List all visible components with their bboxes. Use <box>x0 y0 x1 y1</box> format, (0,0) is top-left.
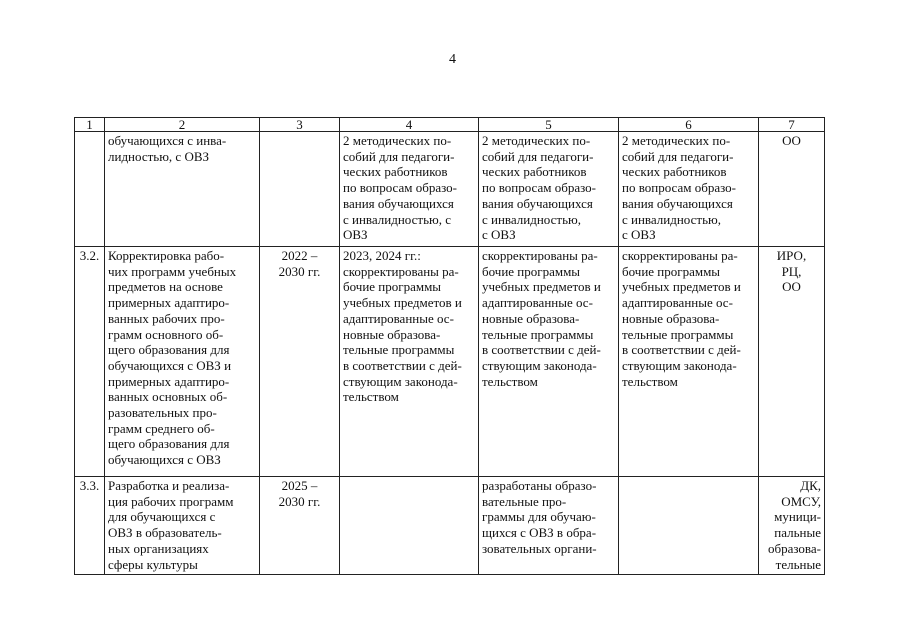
cell-line: тельные программы <box>482 326 594 342</box>
header-cell-4: 4 <box>340 118 479 132</box>
row-number: 3.2. <box>75 247 105 477</box>
cell-line: обучающихся с инва- <box>108 133 227 148</box>
cell-line: разработаны образо- <box>482 478 597 493</box>
cell-line: с инвалидностью, <box>482 211 581 227</box>
cell-line: тельством <box>482 373 538 389</box>
cell-line: ОО <box>782 279 801 295</box>
cell-line: чих программ учебных <box>108 263 237 279</box>
cell-line: по вопросам образо- <box>343 180 457 196</box>
cell-line: скорректированы ра- <box>622 248 738 263</box>
cell-line: щего образования для <box>108 436 230 452</box>
cell-line: 2 методических по- <box>622 133 731 148</box>
page-number: 4 <box>449 52 456 67</box>
cell-line: ИРО, <box>776 248 807 263</box>
cell-line: учебных предметов и <box>343 295 462 311</box>
result-2023-2024-cell <box>340 132 479 247</box>
header-cell-6: 6 <box>619 118 759 132</box>
measure-cell <box>105 477 260 575</box>
cell-line: тельные программы <box>343 342 455 358</box>
cell-line: ванных рабочих про- <box>108 310 225 326</box>
cell-line: ОО <box>782 133 801 148</box>
cell-line: ОВЗ <box>343 227 368 243</box>
measure-cell <box>105 247 260 477</box>
result-2025-cell <box>479 477 619 575</box>
cell-line: вания обучающихся <box>482 195 593 211</box>
cell-line: собий для педагоги- <box>482 148 594 164</box>
cell-line: с инвалидностью, <box>622 211 721 227</box>
cell-line: граммы для обучаю- <box>482 509 596 525</box>
result-2026-2030-cell <box>619 247 759 477</box>
measure-cell <box>105 132 260 247</box>
cell-line: в соответствии с дей- <box>343 357 462 373</box>
cell-line: предметов на основе <box>108 279 223 295</box>
cell-line: ческих работников <box>622 164 727 180</box>
cell-line: сферы культуры <box>108 556 198 572</box>
cell-line: разовательных про- <box>108 405 217 421</box>
cell-line: в соответствии с дей- <box>482 342 601 358</box>
period-cell <box>260 247 340 477</box>
cell-line: новные образова- <box>343 326 441 342</box>
cell-line: 2025 – <box>281 478 318 493</box>
cell-line: новные образова- <box>622 310 720 326</box>
cell-line: ческих работников <box>343 164 448 180</box>
cell-line: ция рабочих программ <box>108 493 234 509</box>
cell-line: бочие программы <box>622 263 721 279</box>
responsible-cell <box>759 132 825 247</box>
cell-line: тельством <box>622 373 678 389</box>
cell-line: щихся с ОВЗ в обра- <box>482 525 597 541</box>
cell-line: собий для педагоги- <box>622 148 734 164</box>
result-2025-cell <box>479 132 619 247</box>
responsible-cell <box>759 477 825 575</box>
cell-line: собий для педагоги- <box>343 148 455 164</box>
cell-line: 2 методических по- <box>482 133 591 148</box>
cell-line: тельные <box>775 556 821 572</box>
cell-line: вательные про- <box>482 493 567 509</box>
cell-line: вания обучающихся <box>343 195 454 211</box>
table-row <box>75 477 825 575</box>
cell-line: пальные <box>774 525 821 541</box>
cell-line: бочие программы <box>482 263 581 279</box>
cell-line: примерных адаптиро- <box>108 295 230 311</box>
cell-line: ОВЗ в образователь- <box>108 525 222 541</box>
cell-line: вания обучающихся <box>622 195 733 211</box>
table-row <box>75 132 825 247</box>
cell-line: тельные программы <box>622 326 734 342</box>
cell-line: ствующим законода- <box>622 357 737 373</box>
cell-line: щего образования для <box>108 342 230 358</box>
cell-line: муници- <box>774 509 821 525</box>
cell-line: новные образова- <box>482 310 580 326</box>
cell-line: по вопросам образо- <box>482 180 596 196</box>
cell-line: ОМСУ, <box>781 493 821 509</box>
cell-line: РЦ, <box>781 263 802 279</box>
cell-line: ДК, <box>800 478 821 493</box>
table-row <box>75 247 825 477</box>
result-2025-cell <box>479 247 619 477</box>
row-number <box>75 132 105 247</box>
result-2026-2030-cell <box>619 477 759 575</box>
result-2026-2030-cell <box>619 132 759 247</box>
cell-line: образова- <box>767 540 821 556</box>
cell-line: грамм основного об- <box>108 326 224 342</box>
responsible-cell <box>759 247 825 477</box>
cell-line: примерных адаптиро- <box>108 373 230 389</box>
header-row <box>75 118 825 132</box>
result-2023-2024-cell <box>340 247 479 477</box>
cell-line: по вопросам образо- <box>622 180 736 196</box>
header-cell-1: 1 <box>75 118 105 132</box>
cell-line: адаптированные ос- <box>482 295 593 311</box>
cell-line: бочие программы <box>343 279 442 295</box>
header-cell-2: 2 <box>105 118 260 132</box>
cell-line: 2023, 2024 гг.: <box>343 248 421 263</box>
row-number: 3.3. <box>75 477 105 575</box>
cell-line: с инвалидностью, с <box>343 211 451 227</box>
header-cell-7: 7 <box>759 118 825 132</box>
header-cell-3: 3 <box>260 118 340 132</box>
cell-line: 2 методических по- <box>343 133 452 148</box>
result-2023-2024-cell <box>340 477 479 575</box>
cell-line: скорректированы ра- <box>343 263 459 279</box>
cell-line: Корректировка рабо- <box>108 248 225 263</box>
period-cell <box>260 132 340 247</box>
cell-line: адаптированные ос- <box>622 295 733 311</box>
cell-line: обучающихся с ОВЗ <box>108 452 221 468</box>
cell-line: учебных предметов и <box>622 279 741 295</box>
cell-line: с ОВЗ <box>482 227 516 243</box>
header-cell-5: 5 <box>479 118 619 132</box>
cell-line: учебных предметов и <box>482 279 601 295</box>
cell-line: адаптированные ос- <box>343 310 454 326</box>
cell-line: ствующим законода- <box>343 373 458 389</box>
cell-line: скорректированы ра- <box>482 248 598 263</box>
cell-line: ствующим законода- <box>482 357 597 373</box>
cell-line: в соответствии с дей- <box>622 342 741 358</box>
cell-line: тельством <box>343 389 399 405</box>
cell-line: ческих работников <box>482 164 587 180</box>
cell-line: обучающихся с ОВЗ и <box>108 357 232 373</box>
cell-line: зовательных органи- <box>482 540 597 556</box>
cell-line: лидностью, с ОВЗ <box>108 148 210 164</box>
cell-line: ванных основных об- <box>108 389 228 405</box>
cell-line: для обучающихся с <box>108 509 216 525</box>
cell-line: 2022 – <box>281 248 318 263</box>
period-cell <box>260 477 340 575</box>
cell-line: Разработка и реализа- <box>108 478 230 493</box>
plan-table <box>74 117 825 575</box>
cell-line: грамм среднего об- <box>108 420 215 436</box>
cell-line: 2030 гг. <box>278 493 321 509</box>
cell-line: с ОВЗ <box>622 227 656 243</box>
cell-line: ных организациях <box>108 540 209 556</box>
cell-line: 2030 гг. <box>278 263 321 279</box>
